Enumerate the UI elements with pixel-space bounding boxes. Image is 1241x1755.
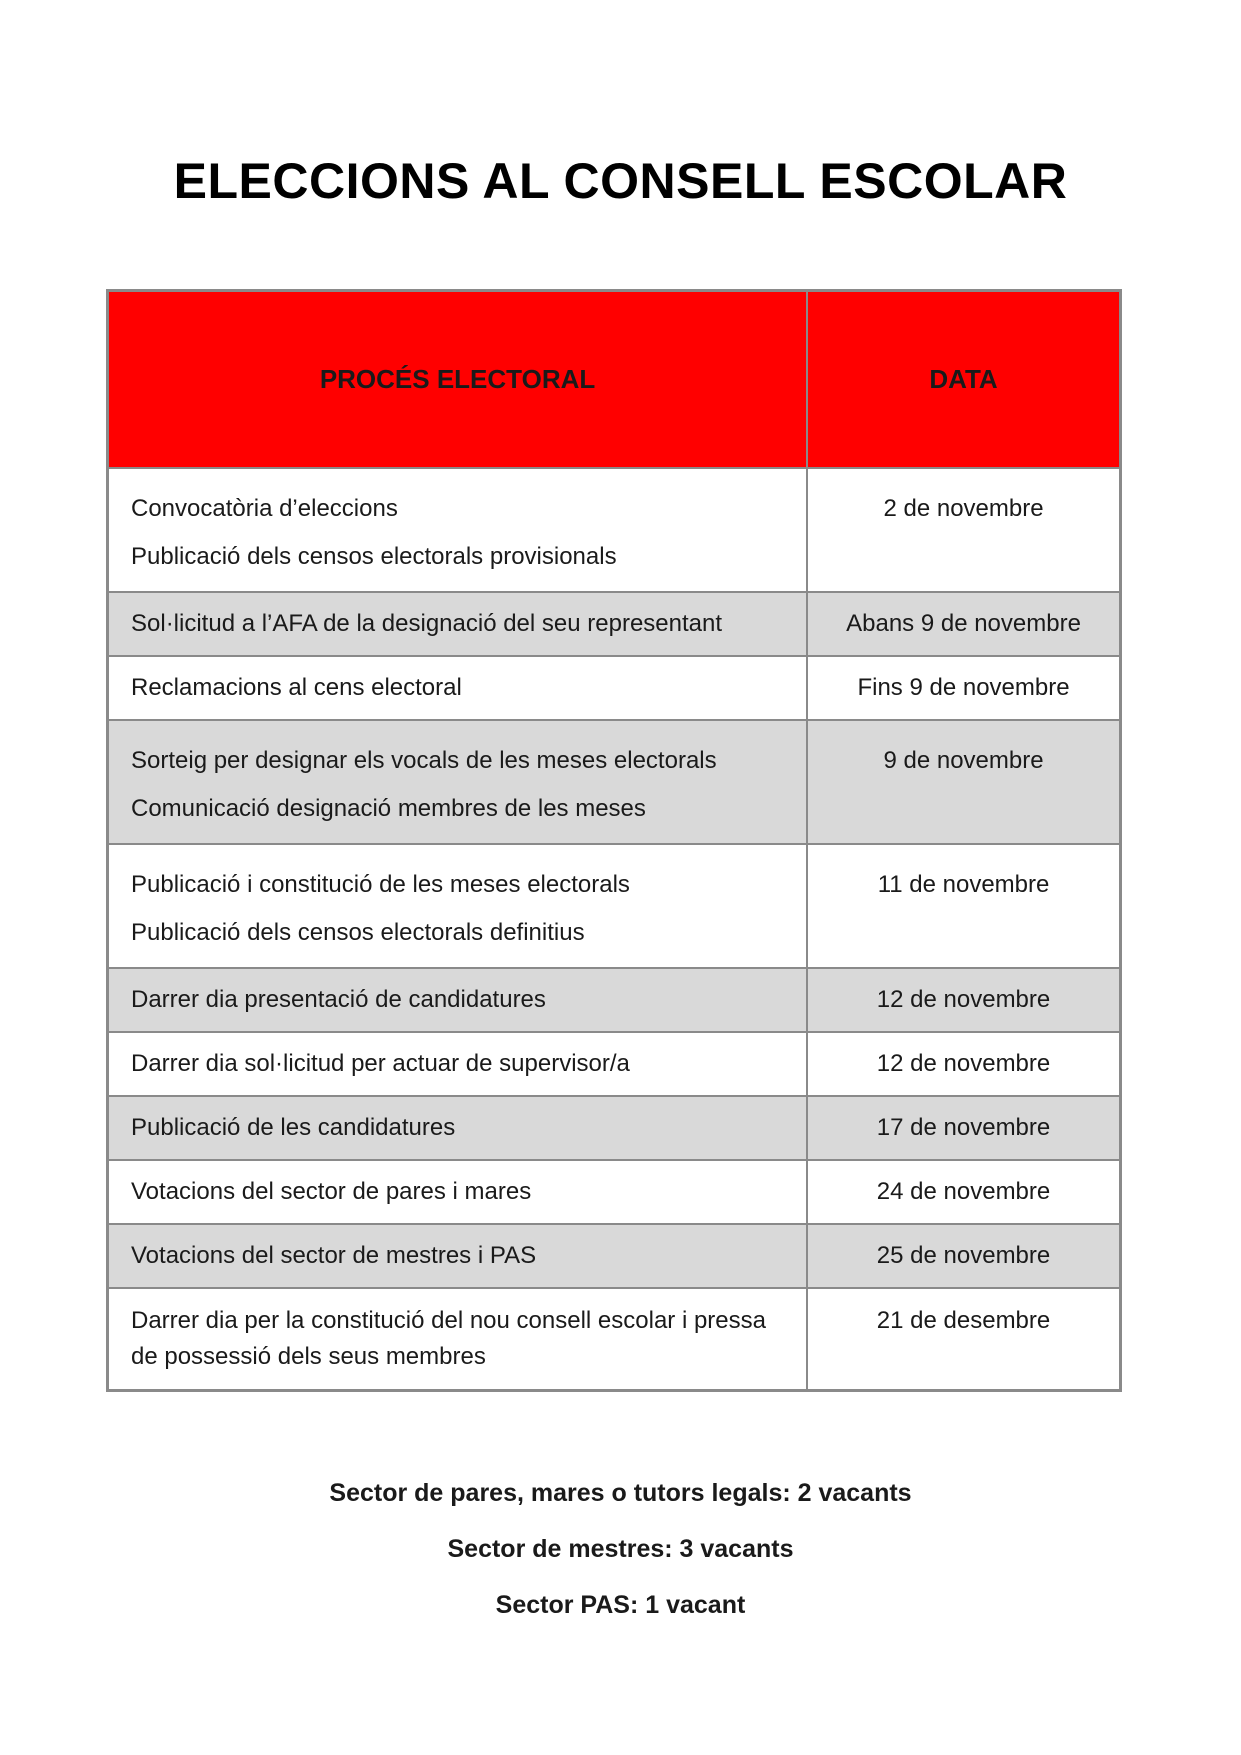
vacancies-section [0,1465,1241,1633]
process-text: Votacions del sector de pares i mares [131,1178,532,1205]
process-text: Publicació dels censos electorals provisionals [131,543,617,570]
process-cell [108,1288,807,1390]
table-row [108,844,1120,968]
table-row [108,720,1120,844]
table-row [108,1096,1120,1160]
process-cell [108,968,807,1032]
page-title: ELECCIONS AL CONSELL ESCOLAR [173,153,1068,209]
process-text: Reclamacions al cens electoral [131,674,462,701]
date-cell: 11 de novembre [807,844,1120,968]
process-cell [108,1032,807,1096]
date-cell: 21 de desembre [807,1288,1120,1390]
date-cell: 12 de novembre [807,1032,1120,1096]
process-text: Sorteig per designar els vocals de les meses electorals [131,747,717,774]
table-row [108,968,1120,1032]
date-cell: 24 de novembre [807,1160,1120,1224]
process-text: Publicació i constitució de les meses electorals [131,871,630,898]
table-row [108,1224,1120,1288]
process-text: Sol·licitud a l’AFA de la designació del seu representant [131,610,723,637]
vacancy-line: Sector de mestres: 3 vacants [447,1535,794,1563]
table-row [108,592,1120,656]
process-cell [108,656,807,720]
table-row [108,1032,1120,1096]
process-cell [108,1160,807,1224]
process-text: Darrer dia per la constitució del nou consell escolar i pressa de possessió dels seus membres [131,1307,766,1370]
vacancy-line: Sector de pares, mares o tutors legals: 2 vacants [329,1479,912,1507]
process-text: Publicació de les candidatures [131,1114,456,1141]
process-cell [108,1096,807,1160]
process-cell [108,1224,807,1288]
process-text: Darrer dia presentació de candidatures [131,986,546,1013]
date-cell: 12 de novembre [807,968,1120,1032]
table-header-row [108,291,1120,468]
process-text: Convocatòria d’eleccions [131,495,398,522]
process-text: Comunicació designació membres de les meses [131,795,646,822]
process-cell [108,468,807,592]
process-text: Votacions del sector de mestres i PAS [131,1242,537,1269]
table-row [108,1160,1120,1224]
date-cell: 9 de novembre [807,720,1120,844]
process-cell [108,844,807,968]
table-row [108,468,1120,592]
header-date: DATA [807,291,1120,468]
table-row [108,1288,1120,1390]
table-row [108,656,1120,720]
date-cell: 2 de novembre [807,468,1120,592]
process-text: Publicació dels censos electorals definitius [131,919,585,946]
date-cell: Fins 9 de novembre [807,656,1120,720]
date-cell: 17 de novembre [807,1096,1120,1160]
process-cell [108,592,807,656]
process-text: Darrer dia sol·licitud per actuar de supervisor/a [131,1050,630,1077]
process-cell [108,720,807,844]
header-process: PROCÉS ELECTORAL [108,291,807,468]
electoral-schedule-table [106,289,1122,1392]
date-cell: 25 de novembre [807,1224,1120,1288]
vacancy-line: Sector PAS: 1 vacant [495,1591,746,1619]
date-cell: Abans 9 de novembre [807,592,1120,656]
